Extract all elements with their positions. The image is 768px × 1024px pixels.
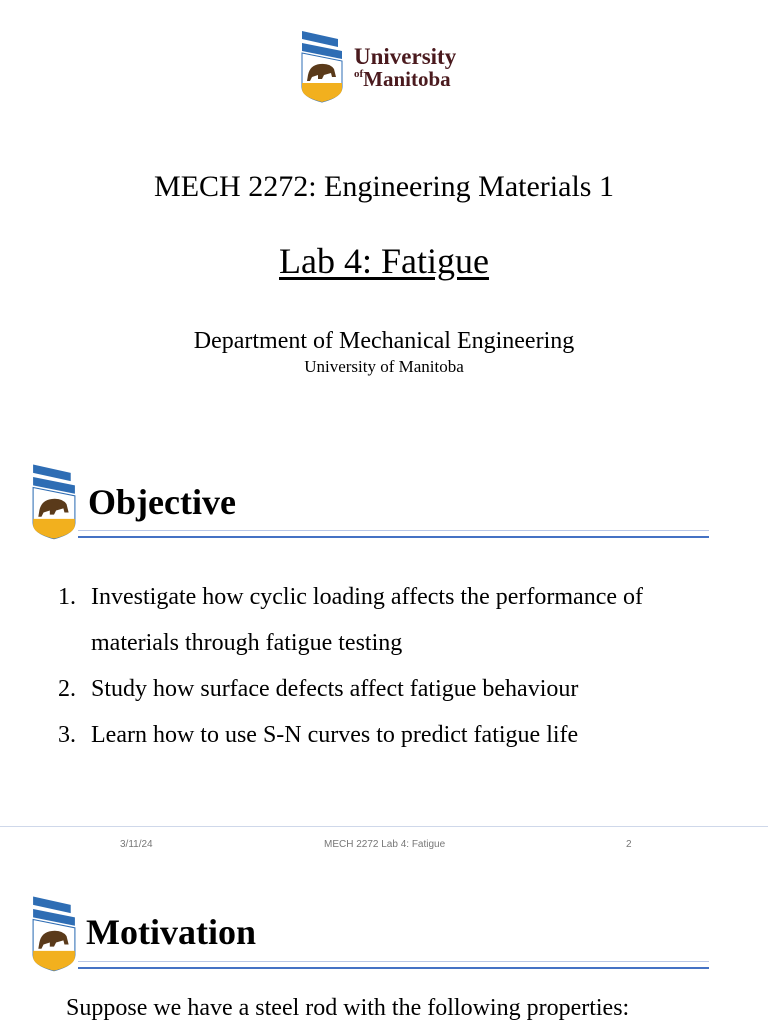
motivation-heading: Motivation <box>86 912 256 952</box>
university-name: University of Manitoba <box>304 357 464 376</box>
university-wordmark <box>354 45 456 90</box>
item-number: 3. <box>58 722 76 748</box>
lab-title <box>0 240 768 282</box>
slide-separator <box>0 826 768 827</box>
course-title: MECH 2272: Engineering Materials 1 <box>154 170 614 203</box>
objective-divider <box>78 530 709 538</box>
department-name: Department of Mechanical Engineering <box>193 328 575 354</box>
wordmark-line1: University <box>354 44 457 69</box>
item-text: Study how surface defects affect fatigue behaviour <box>91 676 579 702</box>
university-of-manitoba-bison-shield-icon <box>300 27 344 103</box>
footer-title: MECH 2272 Lab 4: Fatigue <box>324 839 446 850</box>
wordmark-manitoba: Manitoba <box>363 67 451 91</box>
item-text: Learn how to use S-N curves to predict fatigue life <box>91 722 579 748</box>
objective-item <box>58 712 708 758</box>
motivation-divider <box>78 961 709 969</box>
item-number: 2. <box>58 676 76 702</box>
footer-page-number: 2 <box>626 839 632 850</box>
footer-date: 3/11/24 <box>120 839 153 850</box>
item-number: 1. <box>58 584 76 610</box>
motivation-shield-icon <box>31 892 77 972</box>
wordmark-of: of <box>354 68 364 80</box>
university-logo <box>300 27 470 105</box>
objective-heading: Objective <box>88 482 236 522</box>
wordmark-line2 <box>354 69 456 90</box>
objective-item <box>58 666 708 712</box>
objective-list <box>58 574 708 758</box>
item-text: Investigate how cyclic loading affects the performance of materials through fatigue testing <box>91 584 643 656</box>
objective-item <box>58 574 708 666</box>
lab-title-text: Lab 4: Fatigue <box>279 241 489 281</box>
objective-shield-icon <box>31 460 77 540</box>
motivation-body: Suppose we have a steel rod with the following properties: <box>66 995 630 1021</box>
